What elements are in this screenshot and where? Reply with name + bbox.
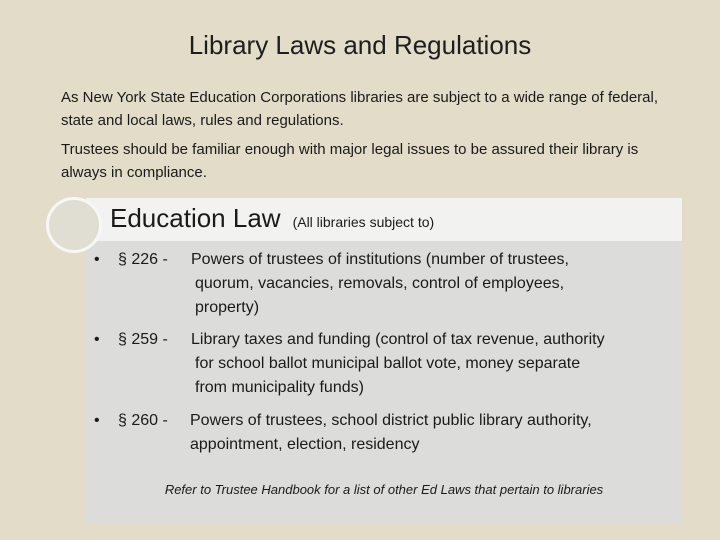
intro-paragraph-1: As New York State Education Corporations libraries are subject to a wide range of federal, state and local laws, rules and regulations. (61, 89, 658, 129)
description-line: from municipality funds) (195, 379, 364, 396)
bullet-icon: • (94, 412, 100, 429)
page-title: Library Laws and Regulations (188, 30, 532, 60)
description-line: Library taxes and funding (control of tax revenue, authority (191, 331, 605, 348)
description-line: quorum, vacancies, removals, control of employees, (195, 275, 565, 292)
description-line: Powers of trustees, school district public library authority, (190, 412, 592, 429)
bullet-icon: • (94, 251, 100, 268)
law-description (191, 328, 671, 400)
bullet-icon: • (94, 331, 100, 348)
description-line: for school ballot municipal ballot vote, money separate (195, 355, 581, 372)
description-line: Powers of trustees of institutions (number of trustees, (191, 251, 569, 268)
description-line: appointment, election, residency (190, 436, 420, 453)
law-section-ref: § 260 - (118, 412, 168, 429)
section-subtitle: (All libraries subject to) (292, 214, 435, 230)
section-title: Education Law (110, 203, 281, 233)
law-section-ref: § 259 - (118, 331, 168, 348)
law-section-ref: § 226 - (118, 251, 168, 268)
law-description (191, 248, 671, 320)
footnote: Refer to Trustee Handbook for a list of other Ed Laws that pertain to libraries (164, 482, 604, 497)
intro-paragraph-2: Trustees should be familiar enough with major legal issues to be assured their library is always in compliance. (61, 141, 639, 181)
law-description (190, 409, 670, 457)
decorative-circle (46, 197, 102, 253)
section-heading (110, 203, 434, 234)
description-line: property) (195, 299, 260, 316)
